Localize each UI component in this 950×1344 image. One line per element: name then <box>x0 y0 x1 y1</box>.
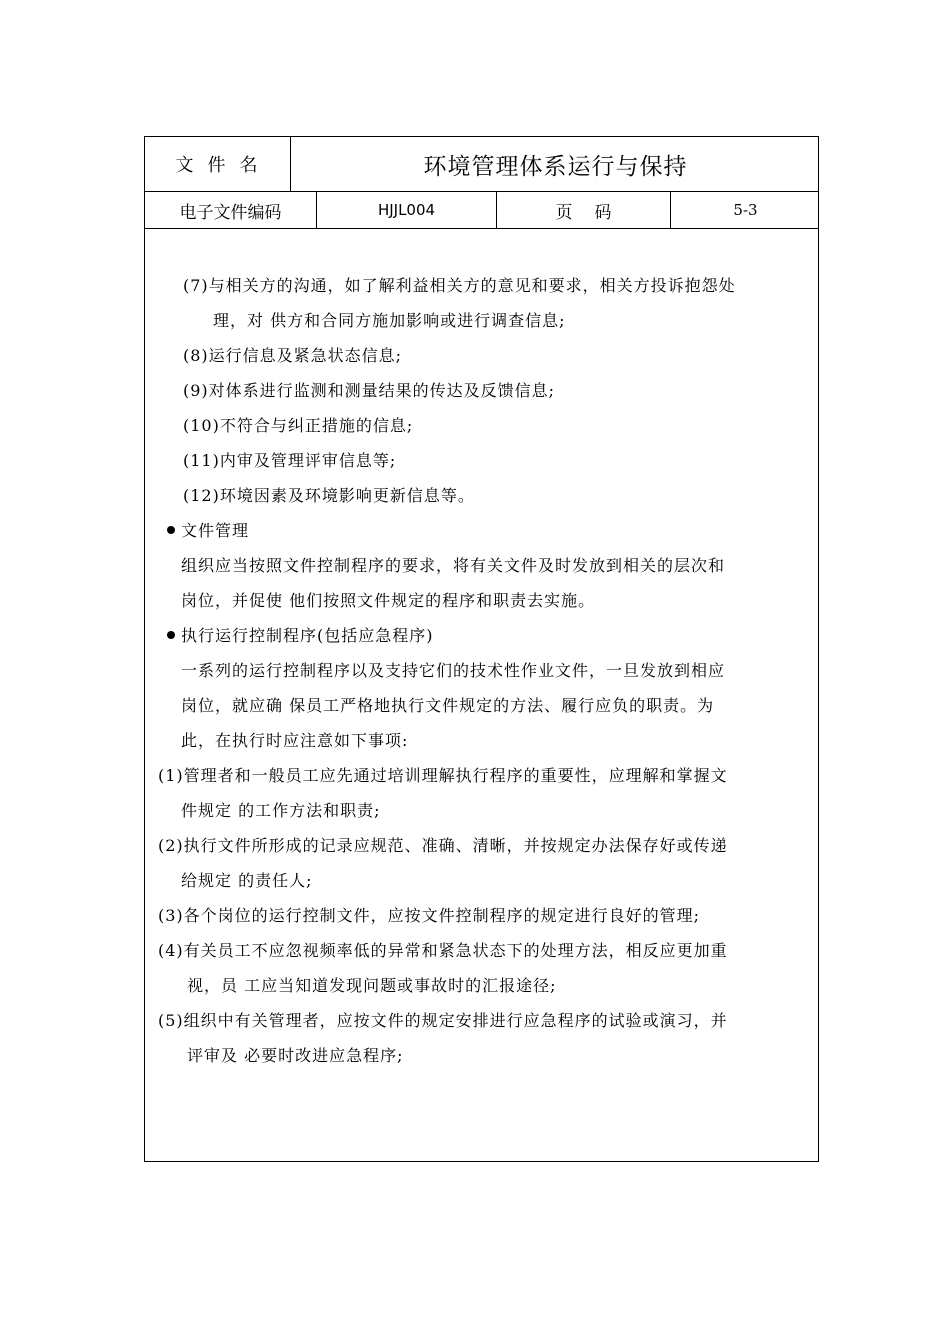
body-line: (7)与相关方的沟通，如了解利益相关方的意见和要求，相关方投诉抱怨处 <box>183 276 736 295</box>
document-title: 环境管理体系运行与保持 <box>423 153 688 180</box>
body-line: 视，员 工应当知道发现问题或事故时的汇报途径; <box>187 976 557 995</box>
section-heading-label: 文件管理 <box>181 521 250 540</box>
body-line: 此，在执行时应注意如下事项: <box>181 731 409 750</box>
body-line: (10)不符合与纠正措施的信息; <box>183 416 414 435</box>
code-value: HJJL004 <box>377 201 436 219</box>
code-value-cell <box>317 192 497 228</box>
title-cell <box>291 137 820 191</box>
code-label: 电子文件编码 <box>179 202 282 223</box>
body-line: (1)管理者和一般员工应先通过培训理解执行程序的重要性，应理解和掌握文 <box>158 766 728 785</box>
page-value: 5-3 <box>733 201 758 219</box>
file-name-label-cell <box>145 137 291 191</box>
body-line: (9)对体系进行监测和测量结果的传达及反馈信息; <box>183 381 556 400</box>
body-line: 岗位，就应确 保员工严格地执行文件规定的方法、履行应负的职责。为 <box>181 696 715 715</box>
body-line: (12)环境因素及环境影响更新信息等。 <box>183 486 475 505</box>
page-value-cell <box>671 192 820 228</box>
page-label: 页码 <box>555 202 634 223</box>
section-heading-file-management <box>167 521 249 541</box>
file-name-label: 文件名 <box>175 155 272 176</box>
header-row-meta <box>145 192 818 229</box>
body-line: 组织应当按照文件控制程序的要求，将有关文件及时发放到相关的层次和 <box>181 556 726 575</box>
body-line: 理，对 供方和合同方施加影响或进行调查信息; <box>213 311 566 330</box>
body-line: (5)组织中有关管理者，应按文件的规定安排进行应急程序的试验或演习，并 <box>158 1011 728 1030</box>
body-line: (2)执行文件所形成的记录应规范、准确、清晰，并按规定办法保存好或传递 <box>158 836 728 855</box>
body-line: 给规定 的责任人; <box>181 871 313 890</box>
body-line: 岗位，并促使 他们按照文件规定的程序和职责去实施。 <box>181 591 596 610</box>
bullet-icon <box>167 631 175 639</box>
body-line: (8)运行信息及紧急状态信息; <box>183 346 403 365</box>
body-line: (3)各个岗位的运行控制文件，应按文件控制程序的规定进行良好的管理; <box>158 906 701 925</box>
body-line: 件规定 的工作方法和职责; <box>181 801 381 820</box>
body-line: 一系列的运行控制程序以及支持它们的技术性作业文件，一旦发放到相应 <box>181 661 726 680</box>
body-line: (11)内审及管理评审信息等; <box>183 451 397 470</box>
document-frame <box>144 136 819 1162</box>
section-heading-operation-control <box>167 626 434 646</box>
bullet-icon <box>167 526 175 534</box>
section-heading-label: 执行运行控制程序(包括应急程序) <box>181 626 434 645</box>
code-label-cell <box>145 192 317 228</box>
page-label-cell <box>497 192 671 228</box>
header-row-title <box>145 137 818 192</box>
body-line: (4)有关员工不应忽视频率低的异常和紧急状态下的处理方法，相反应更加重 <box>158 941 728 960</box>
body-line: 评审及 必要时改进应急程序; <box>187 1046 404 1065</box>
body-content <box>145 229 818 1161</box>
